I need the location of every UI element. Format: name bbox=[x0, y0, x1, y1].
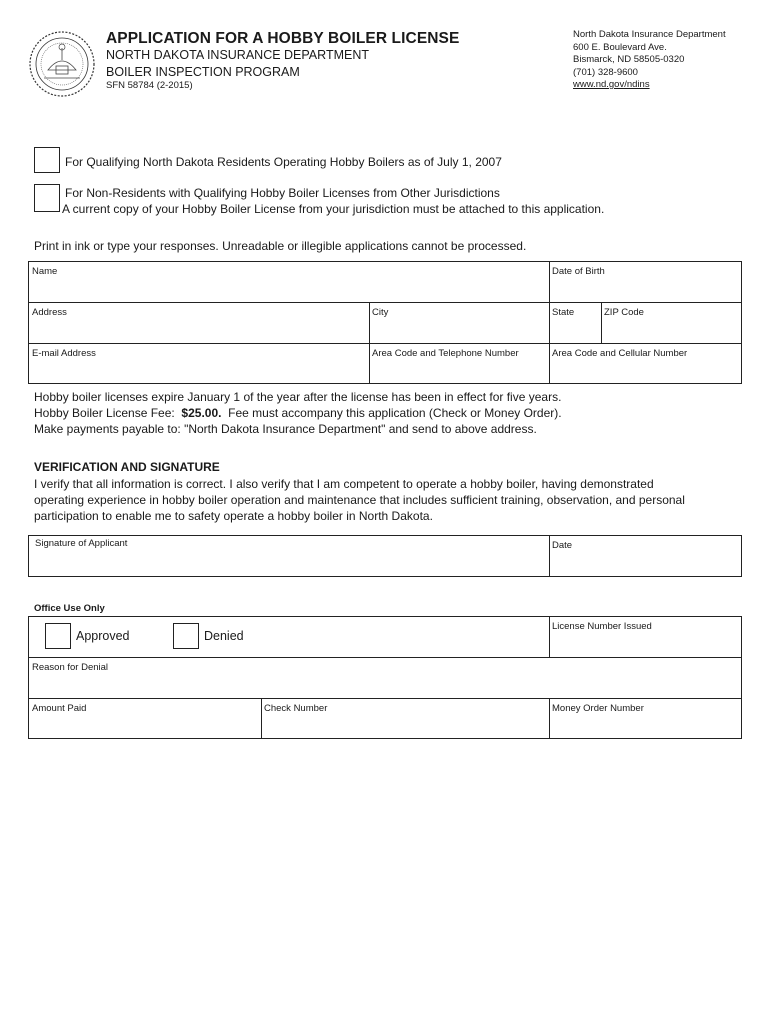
fee-label: Hobby Boiler License Fee: bbox=[34, 406, 182, 420]
form-title: APPLICATION FOR A HOBBY BOILER LICENSE bbox=[106, 30, 460, 47]
check-number-label: Check Number bbox=[264, 703, 328, 714]
check-number-field[interactable] bbox=[261, 698, 549, 738]
fee-amount: $25.00. bbox=[181, 406, 222, 420]
signature-date-field[interactable] bbox=[549, 536, 741, 576]
telephone-field[interactable] bbox=[369, 343, 549, 383]
date-of-birth-field[interactable] bbox=[549, 262, 741, 302]
contact-street: 600 E. Boulevard Ave. bbox=[573, 41, 667, 53]
verification-line-2: operating experience in hobby boiler operation and maintenance that includes sufficient training, observation, and personal bbox=[34, 493, 685, 507]
verification-line-1: I verify that all information is correct. I also verify that I am competent to operate a hobby boiler, having demonstrated bbox=[34, 477, 654, 491]
contact-city: Bismarck, ND 58505-0320 bbox=[573, 54, 685, 65]
denied-label: Denied bbox=[204, 629, 244, 643]
signature-date-label: Date bbox=[552, 540, 573, 551]
payment-instructions: Make payments payable to: "North Dakota Insurance Department" and send to above address. bbox=[34, 422, 537, 436]
contact-org: North Dakota Insurance Department bbox=[573, 29, 726, 40]
reason-label: Reason for Denial bbox=[32, 662, 109, 673]
department-name: NORTH DAKOTA INSURANCE DEPARTMENT bbox=[106, 48, 369, 62]
denied-checkbox[interactable] bbox=[173, 623, 199, 649]
contact-block bbox=[573, 29, 726, 92]
email-field[interactable] bbox=[29, 343, 369, 383]
fee-expiry-text: Hobby boiler licenses expire January 1 of the year after the license has been in effect for five years. bbox=[34, 390, 562, 404]
money-order-field[interactable] bbox=[549, 698, 741, 738]
residents-option-label: For Qualifying North Dakota Residents Operating Hobby Boilers as of July 1, 2007 bbox=[65, 155, 502, 169]
name-label: Name bbox=[32, 266, 58, 277]
verification-line-3: participation to enable me to safety operate a hobby boiler in North Dakota. bbox=[34, 509, 433, 523]
program-name: BOILER INSPECTION PROGRAM bbox=[106, 65, 300, 79]
license-number-label: License Number Issued bbox=[552, 621, 652, 632]
office-use-heading: Office Use Only bbox=[34, 603, 105, 614]
approved-label: Approved bbox=[76, 629, 130, 643]
address-label: Address bbox=[32, 307, 67, 318]
cellular-field[interactable] bbox=[549, 343, 741, 383]
verification-heading: VERIFICATION AND SIGNATURE bbox=[34, 460, 220, 474]
applicant-info-grid bbox=[28, 261, 742, 384]
form-number: SFN 58784 (2-2015) bbox=[106, 80, 193, 91]
amount-paid-label: Amount Paid bbox=[32, 703, 87, 714]
approved-checkbox[interactable] bbox=[45, 623, 71, 649]
city-label: City bbox=[372, 307, 389, 318]
address-field[interactable] bbox=[29, 302, 369, 343]
cellular-label: Area Code and Cellular Number bbox=[552, 348, 688, 359]
fee-line bbox=[34, 406, 562, 420]
zip-code-field[interactable] bbox=[601, 302, 741, 343]
email-label: E-mail Address bbox=[32, 348, 96, 359]
state-label: State bbox=[552, 307, 575, 318]
non-residents-checkbox[interactable] bbox=[34, 184, 60, 212]
telephone-label: Area Code and Telephone Number bbox=[372, 348, 519, 359]
state-field[interactable] bbox=[549, 302, 601, 343]
signature-grid bbox=[28, 535, 742, 577]
license-number-field[interactable] bbox=[549, 617, 741, 657]
non-residents-option-label: For Non-Residents with Qualifying Hobby Boiler Licenses from Other Jurisdictions bbox=[65, 186, 500, 200]
city-field[interactable] bbox=[369, 302, 549, 343]
contact-website-link[interactable]: www.nd.gov/ndins bbox=[573, 79, 650, 90]
residents-checkbox[interactable] bbox=[34, 147, 60, 173]
zip-label: ZIP Code bbox=[604, 307, 644, 318]
name-field[interactable] bbox=[29, 262, 549, 302]
instructions-text: Print in ink or type your responses. Unreadable or illegible applications cannot be processed. bbox=[34, 239, 527, 253]
reason-for-denial-field[interactable] bbox=[29, 657, 741, 698]
signature-label: Signature of Applicant bbox=[35, 538, 128, 549]
amount-paid-field[interactable] bbox=[29, 698, 261, 738]
non-residents-note: A current copy of your Hobby Boiler License from your jurisdiction must be attached to this application. bbox=[62, 202, 605, 216]
dob-label: Date of Birth bbox=[552, 266, 605, 277]
seal-icon bbox=[28, 30, 96, 98]
fee-note: Fee must accompany this application (Check or Money Order). bbox=[221, 406, 562, 420]
signature-field[interactable] bbox=[29, 536, 549, 576]
state-seal bbox=[28, 30, 96, 98]
office-use-grid bbox=[28, 616, 742, 739]
money-order-label: Money Order Number bbox=[552, 703, 644, 714]
contact-phone: (701) 328-9600 bbox=[573, 66, 638, 78]
